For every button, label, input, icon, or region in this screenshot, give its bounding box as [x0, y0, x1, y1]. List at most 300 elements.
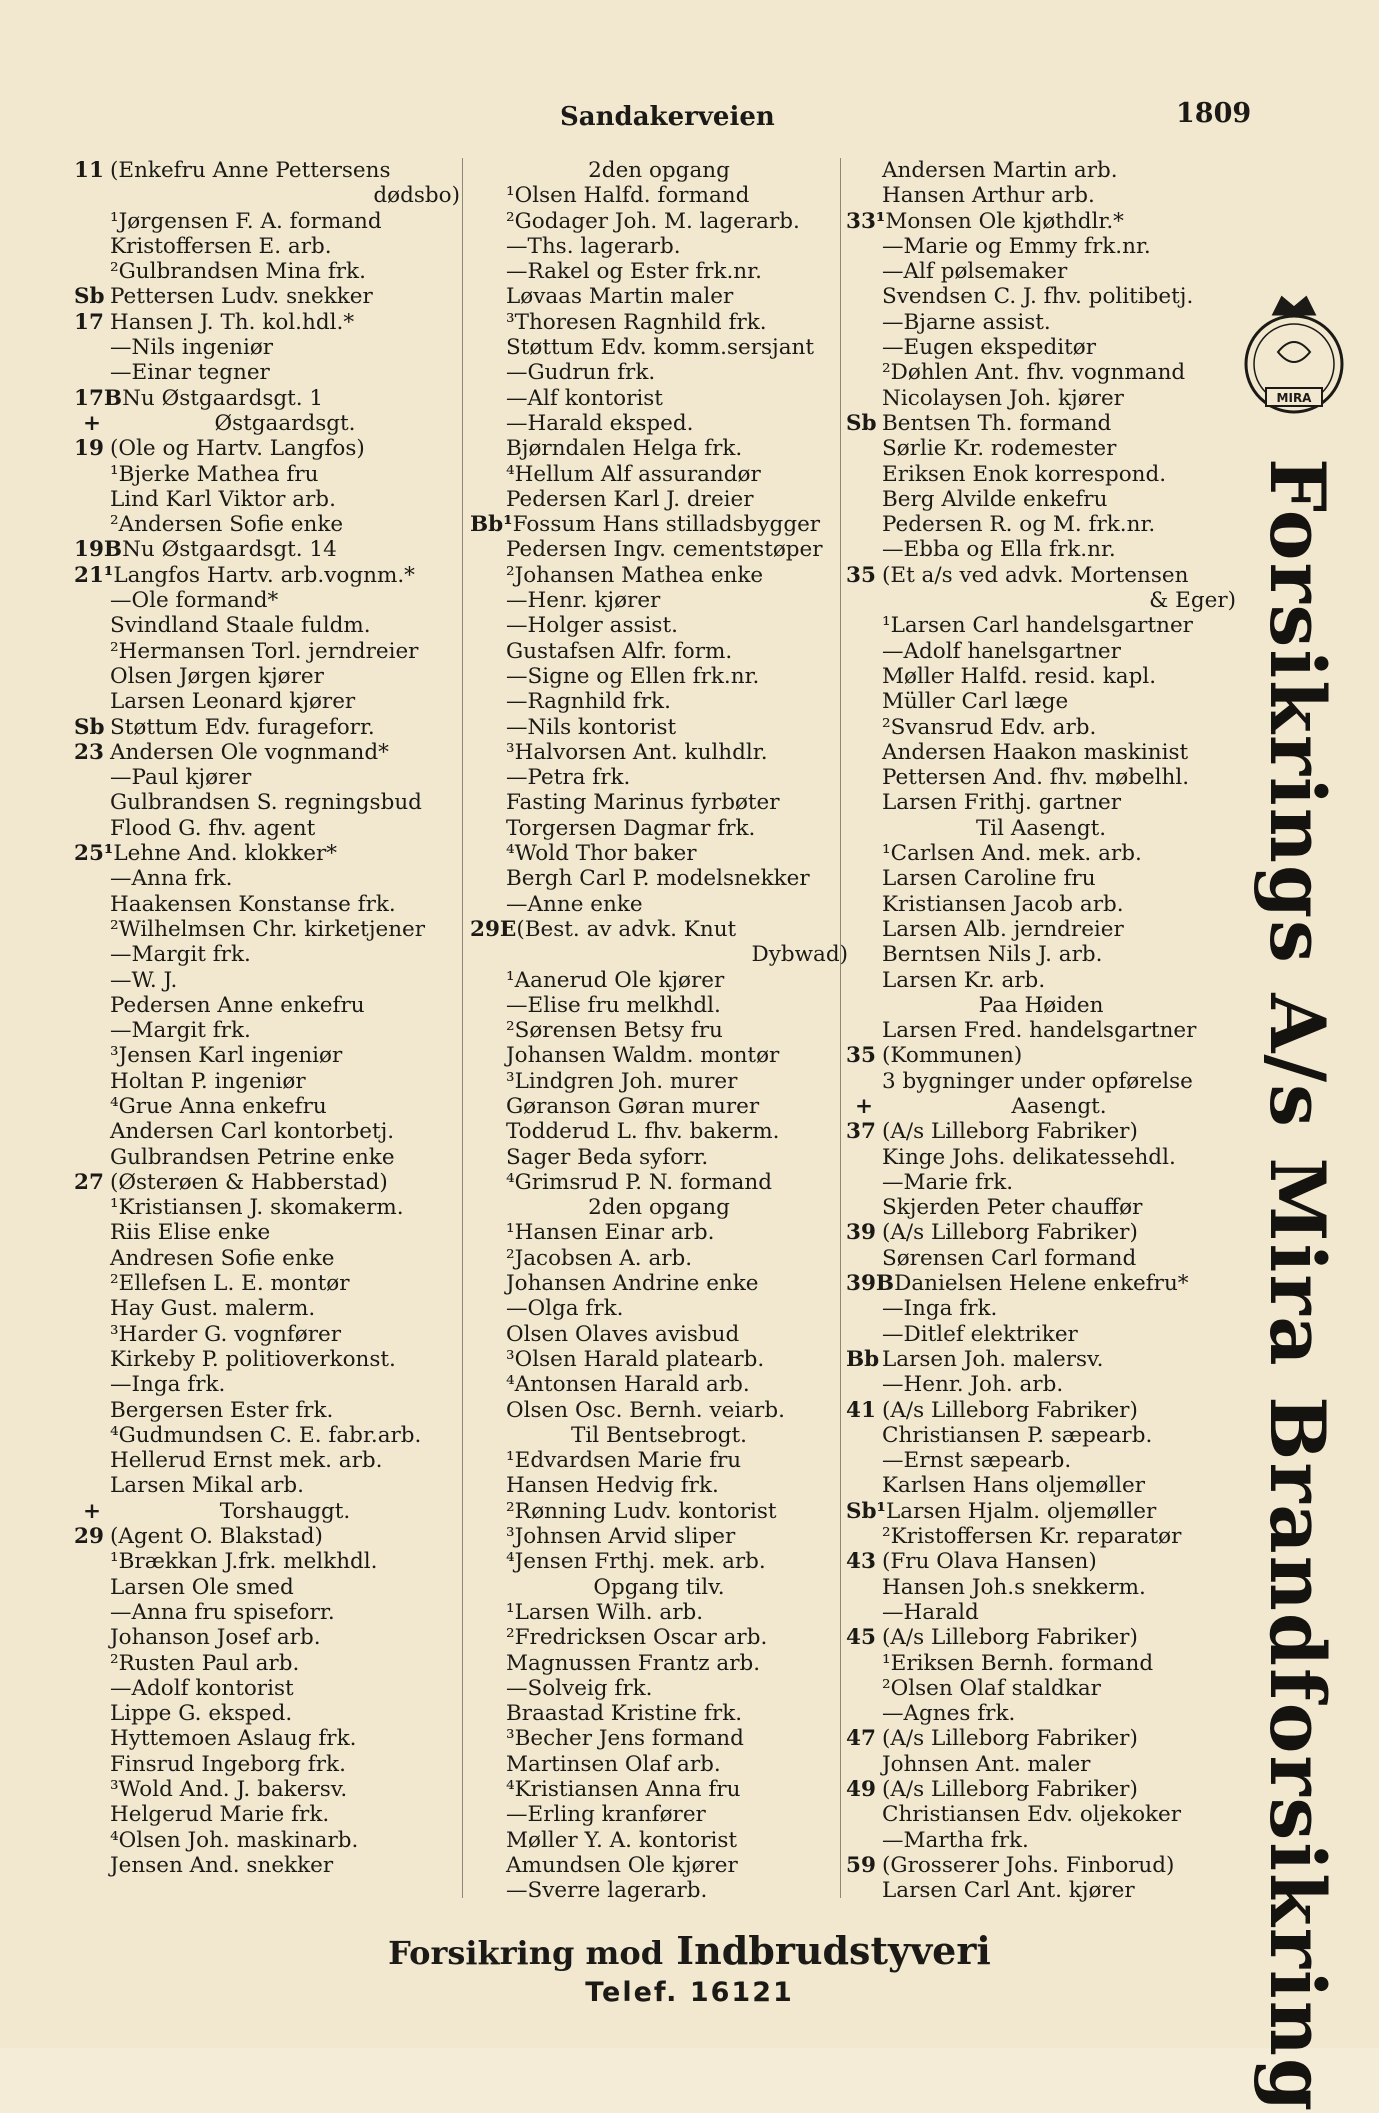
directory-entry	[74, 942, 460, 967]
entry-text: (A/s Lilleborg Fabriker)	[882, 1397, 1138, 1423]
entry-text: Lehne And. klokker*	[113, 841, 338, 867]
entry-text: ³Becher Jens formand	[506, 1726, 744, 1752]
directory-entry	[846, 512, 1236, 537]
directory-entry	[74, 1853, 460, 1878]
directory-entry	[846, 715, 1236, 740]
entry-text: ¹Aanerud Ole kjører	[506, 967, 725, 993]
column-divider	[462, 158, 463, 1898]
directory-entry	[74, 866, 460, 891]
directory-entry	[846, 360, 1236, 385]
entry-text: Larsen Ole smed	[110, 1574, 294, 1600]
house-number: Sb	[74, 284, 105, 310]
entry-text: ²Kristoffersen Kr. reparatør	[882, 1524, 1182, 1550]
entry-text: Larsen Caroline fru	[882, 866, 1096, 892]
entry-text: Larsen Carl Ant. kjører	[882, 1878, 1135, 1904]
house-number: 11	[74, 158, 104, 183]
entry-text: Larsen Hjalm. oljemøller	[885, 1498, 1157, 1524]
entry-text: Pedersen R. og M. frk.nr.	[882, 512, 1156, 538]
entry-text: Larsen Frithj. gartner	[882, 790, 1122, 816]
directory-entry	[74, 1296, 460, 1321]
entry-text: ⁴Grue Anna enkefru	[110, 1093, 327, 1119]
directory-entry	[74, 1625, 460, 1650]
directory-entry	[846, 942, 1236, 967]
entry-text: Nicolaysen Joh. kjører	[882, 385, 1124, 411]
entry-text: —Nils ingeniør	[110, 335, 274, 361]
entry-text: ²Svansrud Edv. arb.	[882, 714, 1097, 740]
directory-entry	[74, 1575, 460, 1600]
directory-entry	[470, 209, 848, 234]
house-number: 21¹	[74, 562, 114, 588]
entry-text: Opgang tilv.	[593, 1574, 725, 1600]
entry-text: ¹Brækkan J.frk. melkhdl.	[110, 1549, 378, 1575]
directory-entry	[846, 158, 1236, 183]
directory-entry	[470, 1246, 848, 1271]
directory-entry	[74, 1145, 460, 1170]
entry-text: Hansen Hedvig frk.	[506, 1473, 719, 1499]
entry-text: ²Olsen Olaf staldkar	[882, 1675, 1101, 1701]
directory-entry	[74, 1676, 460, 1701]
directory-entry	[846, 234, 1236, 259]
directory-entry	[74, 1802, 460, 1827]
directory-entry	[846, 1828, 1236, 1853]
entry-text: —Bjarne assist.	[882, 309, 1051, 335]
directory-entry	[74, 841, 460, 866]
directory-entry	[470, 613, 848, 638]
entry-text: (A/s Lilleborg Fabriker)	[882, 1625, 1138, 1651]
directory-entry	[470, 841, 848, 866]
directory-entry	[470, 386, 848, 411]
entry-text: Svendsen C. J. fhv. politibetj.	[882, 284, 1194, 310]
directory-entry	[846, 689, 1236, 714]
directory-entry	[470, 1423, 848, 1448]
entry-text: Lind Karl Viktor arb.	[110, 486, 336, 512]
entry-text: ²Hermansen Torl. jerndreier	[110, 638, 419, 664]
entry-text: Bergersen Ester frk.	[110, 1397, 334, 1423]
entry-text: —Ragnhild frk.	[506, 689, 671, 715]
directory-entry	[74, 740, 460, 765]
entry-text: (Et a/s ved advk. Mortensen	[882, 562, 1189, 588]
entry-text: Aasengt.	[1011, 1093, 1107, 1119]
house-number: 35	[846, 1043, 876, 1069]
directory-entry	[74, 462, 460, 487]
entry-text: Torgersen Dagmar frk.	[506, 815, 756, 841]
mira-logo-icon	[1236, 292, 1352, 432]
directory-entry	[470, 639, 848, 664]
directory-entry	[846, 1170, 1236, 1195]
directory-entry	[846, 1853, 1236, 1878]
house-number: 33¹	[846, 208, 886, 234]
entry-text: Andersen Martin arb.	[882, 158, 1118, 183]
entry-text: Riis Elise enke	[110, 1220, 271, 1246]
entry-text: —Henr. kjører	[506, 588, 661, 614]
directory-entry	[470, 715, 848, 740]
directory-column-1	[74, 158, 460, 1878]
entry-text: ⁴Wold Thor baker	[506, 841, 697, 867]
entry-text: —Adolf kontorist	[110, 1675, 294, 1701]
directory-entry	[470, 1575, 848, 1600]
entry-text: Berntsen Nils J. arb.	[882, 942, 1103, 968]
directory-entry	[470, 1651, 848, 1676]
entry-text: ²Rusten Paul arb.	[110, 1650, 300, 1676]
directory-entry	[846, 1575, 1236, 1600]
directory-entry	[470, 563, 848, 588]
directory-entry	[470, 892, 848, 917]
entry-text: ⁴Antonsen Harald arb.	[506, 1372, 750, 1398]
directory-entry	[74, 284, 460, 309]
directory-entry	[470, 1676, 848, 1701]
directory-entry	[74, 1777, 460, 1802]
entry-text: ³Harder G. vognfører	[110, 1321, 342, 1347]
directory-entry	[74, 158, 460, 183]
directory-entry	[74, 1398, 460, 1423]
entry-text: —Harald	[882, 1599, 979, 1625]
directory-entry	[846, 613, 1236, 638]
directory-entry	[74, 1347, 460, 1372]
directory-entry	[74, 1549, 460, 1574]
directory-entry	[470, 487, 848, 512]
directory-entry	[470, 462, 848, 487]
entry-text: —Gudrun frk.	[506, 360, 656, 386]
directory-entry	[846, 1145, 1236, 1170]
entry-text: Todderud L. fhv. bakerm.	[506, 1119, 780, 1145]
entry-text: Svindland Staale fuldm.	[110, 613, 371, 639]
directory-entry	[470, 1625, 848, 1650]
directory-entry	[846, 310, 1236, 335]
entry-text: —Holger assist.	[506, 613, 678, 639]
entry-text: —Eugen ekspeditør	[882, 335, 1096, 361]
entry-text: Sørensen Carl formand	[882, 1245, 1137, 1271]
entry-text: ³Wold And. J. bakersv.	[110, 1777, 348, 1802]
entry-text: Johnsen Ant. maler	[882, 1751, 1091, 1777]
entry-text: —Agnes frk.	[882, 1701, 1016, 1727]
directory-entry	[470, 1018, 848, 1043]
directory-entry	[846, 1448, 1236, 1473]
entry-text: Pedersen Anne enkefru	[110, 992, 365, 1018]
directory-entry	[846, 588, 1236, 613]
svg-text:MIRA: MIRA	[1276, 391, 1312, 405]
entry-text: Fasting Marinus fyrbøter	[506, 790, 780, 816]
directory-entry	[846, 537, 1236, 562]
entry-text: Helgerud Marie frk.	[110, 1802, 330, 1828]
house-number: 39B	[846, 1271, 895, 1297]
entry-text: Holtan P. ingeniør	[110, 1068, 306, 1094]
entry-text: Larsen Leonard kjører	[110, 689, 356, 715]
cross-street-marker: +	[82, 410, 101, 436]
entry-text: —Henr. Joh. arb.	[882, 1372, 1064, 1398]
entry-text: ³Halvorsen Ant. kulhdlr.	[506, 739, 768, 765]
entry-text: (Enkefru Anne Pettersens	[110, 158, 391, 183]
entry-text: Müller Carl læge	[882, 689, 1069, 715]
entry-text: —Inga frk.	[110, 1372, 226, 1398]
entry-text: ²Rønning Ludv. kontorist	[506, 1498, 777, 1524]
entry-text: —Erling kranfører	[506, 1802, 706, 1828]
directory-entry	[74, 1322, 460, 1347]
entry-text: 2den opgang	[588, 1195, 730, 1221]
directory-entry	[846, 892, 1236, 917]
directory-entry	[846, 1878, 1236, 1903]
entry-text: ³Johnsen Arvid sliper	[506, 1524, 736, 1550]
entry-text: ²Jacobsen A. arb.	[506, 1245, 693, 1271]
entry-text: Skjerden Peter chauffør	[882, 1195, 1143, 1221]
directory-entry	[470, 1802, 848, 1827]
directory-entry	[74, 1701, 460, 1726]
directory-entry	[846, 1625, 1236, 1650]
directory-entry	[74, 917, 460, 942]
entry-text: —Margit frk.	[110, 1018, 251, 1044]
entry-text: Christiansen Edv. oljekoker	[882, 1802, 1182, 1828]
directory-entry	[470, 790, 848, 815]
directory-entry	[74, 310, 460, 335]
entry-text: ¹Carlsen And. mek. arb.	[882, 841, 1142, 867]
entry-text: Bjørndalen Helga frk.	[506, 436, 743, 462]
directory-entry	[74, 1119, 460, 1144]
house-number: 47	[846, 1726, 876, 1752]
entry-text: Østgaardsgt.	[214, 410, 356, 436]
directory-entry	[470, 284, 848, 309]
directory-entry	[846, 1752, 1236, 1777]
entry-text: Hansen Arthur arb.	[882, 183, 1095, 209]
directory-entry	[74, 1271, 460, 1296]
directory-entry	[470, 816, 848, 841]
directory-entry	[74, 1220, 460, 1245]
entry-text: (Ole og Hartv. Langfos)	[110, 436, 365, 462]
directory-entry	[846, 1069, 1236, 1094]
house-number: 43	[846, 1549, 876, 1575]
directory-entry	[74, 765, 460, 790]
entry-text: ⁴Olsen Joh. maskinarb.	[110, 1827, 359, 1853]
entry-text: Martinsen Olaf arb.	[506, 1751, 721, 1777]
directory-entry	[846, 639, 1236, 664]
directory-entry	[470, 588, 848, 613]
directory-entry	[846, 1220, 1236, 1245]
house-number: 35	[846, 562, 876, 588]
entry-text: Andersen Ole vognmand*	[110, 739, 389, 765]
directory-entry	[470, 993, 848, 1018]
entry-text: —Alf kontorist	[506, 385, 663, 411]
house-number: 17	[74, 309, 104, 335]
entry-text: ¹Bjerke Mathea fru	[110, 461, 319, 487]
entry-text: ⁴Jensen Frthj. mek. arb.	[506, 1549, 766, 1575]
entry-text: —Ditlef elektriker	[882, 1321, 1078, 1347]
directory-entry	[470, 512, 848, 537]
entry-text: Flood G. fhv. agent	[110, 815, 316, 841]
entry-text: Sørlie Kr. rodemester	[882, 436, 1117, 462]
entry-text: ³Lindgren Joh. murer	[506, 1068, 738, 1094]
directory-entry	[846, 284, 1236, 309]
directory-entry	[846, 841, 1236, 866]
directory-entry	[470, 1448, 848, 1473]
directory-entry	[74, 715, 460, 740]
entry-text: ²Wilhelmsen Chr. kirketjener	[110, 916, 426, 942]
entry-text: —Ole formand*	[110, 588, 279, 614]
directory-entry	[846, 1043, 1236, 1068]
directory-entry	[74, 1448, 460, 1473]
directory-entry	[846, 1271, 1236, 1296]
entry-text: (A/s Lilleborg Fabriker)	[882, 1220, 1138, 1246]
entry-text: Møller Y. A. kontorist	[506, 1827, 738, 1853]
entry-text: Løvaas Martin maler	[506, 284, 734, 310]
directory-entry	[846, 411, 1236, 436]
directory-entry	[74, 1726, 460, 1751]
directory-entry	[846, 968, 1236, 993]
entry-text: (A/s Lilleborg Fabriker)	[882, 1726, 1138, 1752]
directory-entry	[846, 1322, 1236, 1347]
directory-entry	[470, 968, 848, 993]
directory-entry	[74, 563, 460, 588]
directory-entry	[470, 537, 848, 562]
entry-text: Hay Gust. malerm.	[110, 1296, 316, 1322]
directory-entry	[74, 1752, 460, 1777]
directory-entry	[74, 1018, 460, 1043]
directory-entry	[74, 487, 460, 512]
entry-text: —Elise fru melkhdl.	[506, 992, 721, 1018]
entry-text: Haakensen Konstanse frk.	[110, 891, 396, 917]
entry-text: —Rakel og Ester frk.nr.	[506, 259, 762, 285]
vertical-advertisement: Forsikrings A/s Mira Brandforsikring	[1253, 458, 1342, 2113]
directory-entry	[74, 1423, 460, 1448]
directory-entry	[74, 1069, 460, 1094]
directory-entry	[846, 386, 1236, 411]
directory-entry	[846, 1119, 1236, 1144]
entry-text: Nu Østgaardsgt. 14	[122, 537, 337, 563]
entry-text: Hellerud Ernst mek. arb.	[110, 1448, 383, 1474]
entry-text: Til Aasengt.	[975, 815, 1107, 841]
directory-entry	[74, 1473, 460, 1498]
directory-entry	[470, 765, 848, 790]
footer-advertisement	[0, 1928, 1379, 2008]
directory-entry	[470, 1094, 848, 1119]
directory-entry	[470, 1069, 848, 1094]
footer-ad-prefix: Forsikring mod	[388, 1934, 664, 1972]
entry-text: (Fru Olava Hansen)	[882, 1549, 1097, 1575]
directory-entry	[470, 1473, 848, 1498]
directory-entry	[846, 790, 1236, 815]
entry-text: (Grosserer Johs. Finborud)	[882, 1852, 1175, 1878]
directory-entry	[74, 512, 460, 537]
house-number: Bb¹	[470, 512, 513, 538]
entry-text: ²Døhlen Ant. fhv. vognmand	[882, 360, 1186, 386]
directory-entry	[846, 563, 1236, 588]
entry-text: Gulbrandsen S. regningsbud	[110, 790, 422, 816]
entry-text: Karlsen Hans oljemøller	[882, 1473, 1146, 1499]
entry-text: ¹Olsen Halfd. formand	[506, 183, 750, 209]
entry-text: Amundsen Ole kjører	[506, 1852, 738, 1878]
entry-text: Gustafsen Alfr. form.	[506, 638, 733, 664]
directory-entry	[846, 1398, 1236, 1423]
entry-text: Lippe G. eksped.	[110, 1701, 293, 1727]
entry-text: ²Andersen Sofie enke	[110, 512, 344, 538]
house-number: 45	[846, 1625, 876, 1651]
entry-text: Hansen J. Th. kol.hdl.*	[110, 309, 355, 335]
entry-text: ²Ellefsen L. E. montør	[110, 1271, 350, 1297]
directory-entry	[74, 259, 460, 284]
entry-text: ¹Eriksen Bernh. formand	[882, 1650, 1154, 1676]
directory-entry	[846, 335, 1236, 360]
house-number: 25¹	[74, 841, 114, 867]
entry-text: Hansen Joh.s snekkerm.	[882, 1574, 1146, 1600]
entry-text: —Olga frk.	[506, 1296, 624, 1322]
entry-text: ⁴Gudmundsen C. E. fabr.arb.	[110, 1422, 422, 1448]
entry-text: Eriksen Enok korrespond.	[882, 461, 1167, 487]
directory-entry	[846, 1473, 1236, 1498]
entry-text: —Alf pølsemaker	[882, 259, 1068, 285]
directory-entry	[846, 1347, 1236, 1372]
entry-text: ³Thoresen Ragnhild frk.	[506, 309, 767, 335]
directory-entry	[74, 790, 460, 815]
directory-entry	[470, 1271, 848, 1296]
entry-text: Dybwad)	[751, 942, 848, 968]
directory-entry	[470, 183, 848, 208]
entry-text: —Ebba og Ella frk.nr.	[882, 537, 1116, 563]
directory-entry	[470, 1322, 848, 1347]
entry-text: Magnussen Frantz arb.	[506, 1650, 761, 1676]
entry-text: ¹Jørgensen F. A. formand	[110, 208, 382, 234]
directory-entry	[846, 1018, 1236, 1043]
house-number: 39	[846, 1220, 876, 1246]
entry-text: Andersen Carl kontorbetj.	[110, 1119, 395, 1145]
directory-entry	[470, 335, 848, 360]
directory-entry	[74, 588, 460, 613]
directory-entry	[846, 1499, 1236, 1524]
entry-text: Johansen Waldm. montør	[506, 1043, 780, 1069]
directory-entry	[470, 1701, 848, 1726]
house-number: 19	[74, 436, 104, 462]
entry-text: Møller Halfd. resid. kapl.	[882, 663, 1157, 689]
entry-text: Kinge Johs. delikatessehdl.	[882, 1144, 1176, 1170]
directory-entry	[470, 664, 848, 689]
entry-text: —Petra frk.	[506, 765, 631, 791]
entry-text: Berg Alvilde enkefru	[882, 486, 1108, 512]
entry-text: ¹Edvardsen Marie fru	[506, 1448, 742, 1474]
directory-entry	[470, 1145, 848, 1170]
entry-text: 2den opgang	[588, 158, 730, 183]
house-number: 27	[74, 1169, 104, 1195]
directory-entry	[74, 1195, 460, 1220]
entry-text: Andersen Haakon maskinist	[882, 739, 1189, 765]
entry-text: —Ths. lagerarb.	[506, 233, 681, 259]
entry-text: Støttum Edv. komm.sersjant	[506, 335, 815, 361]
directory-entry	[846, 1423, 1236, 1448]
directory-entry	[74, 1600, 460, 1625]
house-number: 29	[74, 1524, 104, 1550]
directory-entry	[470, 1878, 848, 1903]
directory-entry	[846, 1651, 1236, 1676]
directory-entry	[846, 1777, 1236, 1802]
directory-column-2	[470, 158, 848, 1903]
directory-entry	[846, 740, 1236, 765]
entry-text: ²Sørensen Betsy fru	[506, 1018, 723, 1044]
entry-text: Larsen Joh. malersv.	[882, 1346, 1104, 1372]
entry-text: Johanson Josef arb.	[110, 1625, 321, 1651]
entry-text: ³Jensen Karl ingeniør	[110, 1043, 343, 1069]
entry-text: —W. J.	[110, 967, 178, 993]
cross-street-marker: +	[854, 1093, 873, 1119]
directory-entry	[470, 1398, 848, 1423]
entry-text: Bentsen Th. formand	[882, 410, 1112, 436]
directory-entry	[74, 1170, 460, 1195]
entry-text: ³Olsen Harald platearb.	[506, 1346, 765, 1372]
directory-entry	[74, 968, 460, 993]
footer-telephone: Telef. 16121	[585, 1977, 794, 2008]
entry-text: Pedersen Ingv. cementstøper	[506, 537, 823, 563]
entry-text: Olsen Osc. Bernh. veiarb.	[506, 1397, 785, 1423]
entry-text: ⁴Kristiansen Anna fru	[506, 1777, 741, 1802]
page-number: 1809	[1176, 98, 1252, 129]
directory-entry	[846, 209, 1236, 234]
entry-text: —Anne enke	[506, 891, 643, 917]
entry-text: Torshauggt.	[219, 1498, 351, 1524]
street-name: Sandakerveien	[560, 102, 775, 132]
